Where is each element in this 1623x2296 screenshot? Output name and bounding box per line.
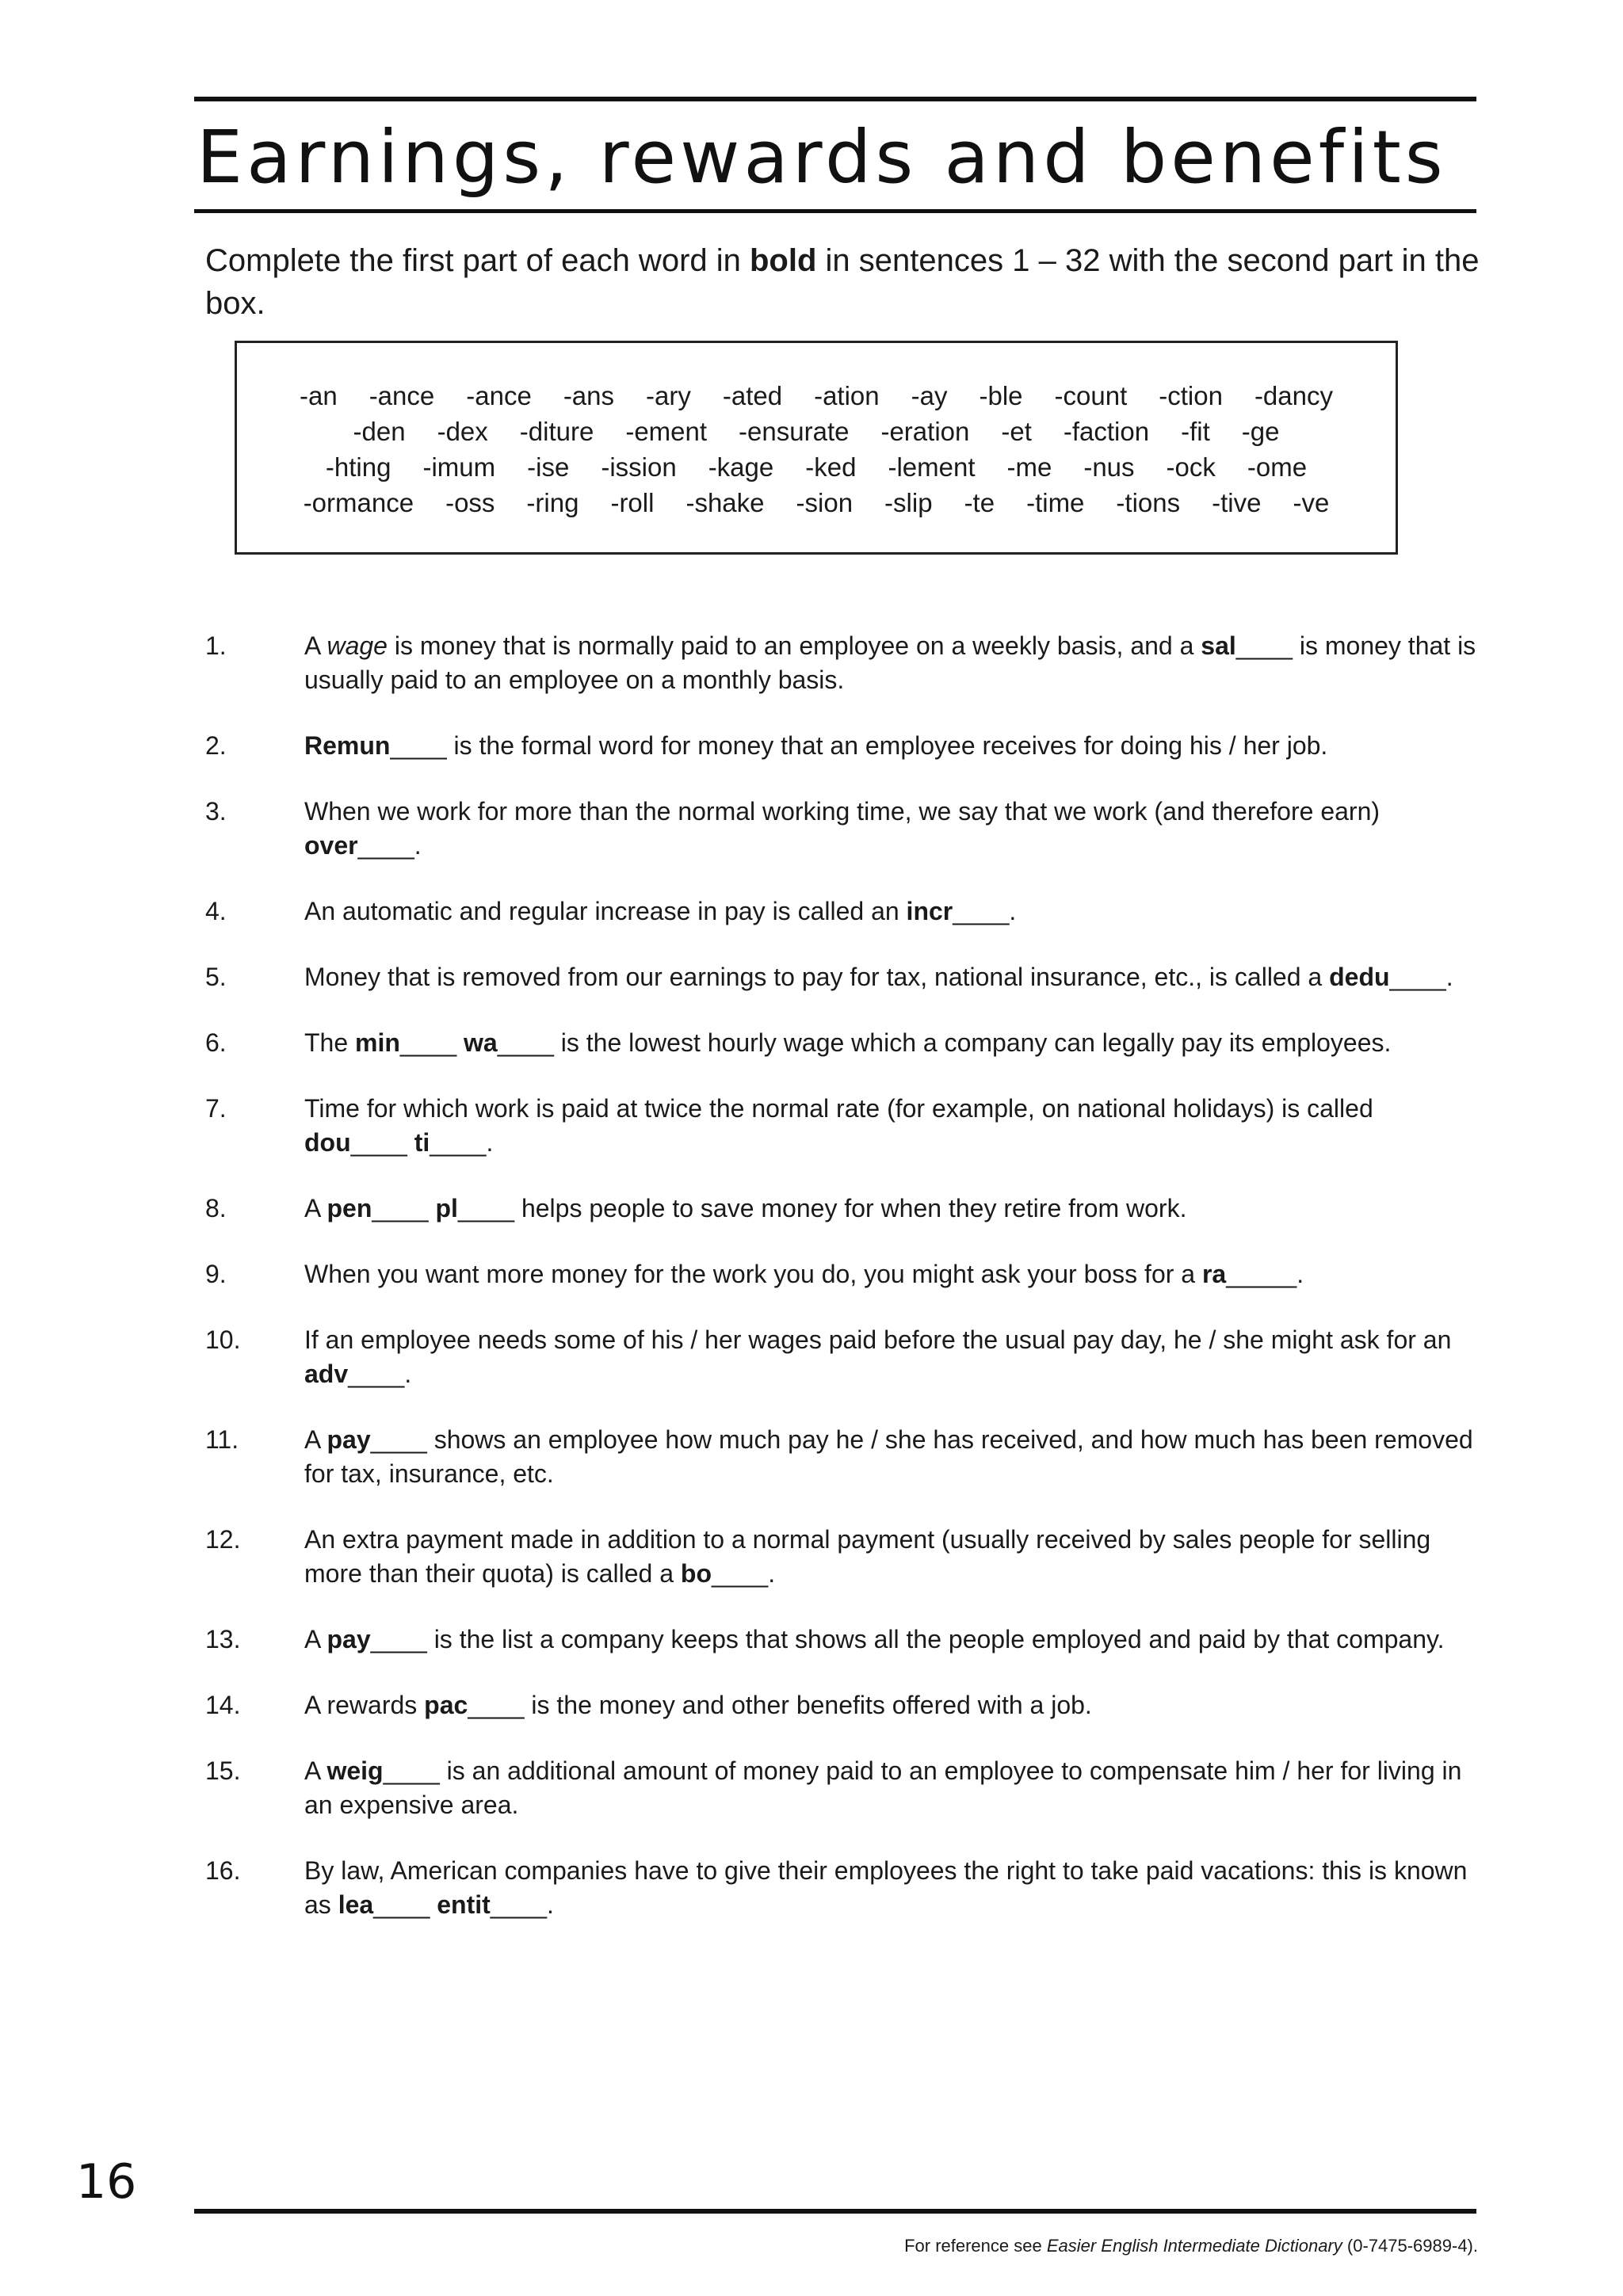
- sentence-text: [304, 1260, 1304, 1288]
- word-ending: -oss: [445, 488, 495, 517]
- sentence-item: [205, 1423, 1481, 1491]
- sentence-text: [304, 1856, 1467, 1919]
- word-ending: -ated: [722, 381, 783, 410]
- word-ending: -ary: [646, 381, 691, 410]
- bold-word-stem: over: [304, 831, 358, 860]
- sentence-fragment: ____.: [357, 831, 422, 860]
- bold-word-stem: dedu: [1329, 963, 1390, 991]
- page-title: Earnings, rewards and benefits: [197, 115, 1447, 200]
- item-number: 1.: [205, 631, 227, 660]
- sentence-item: [205, 729, 1481, 763]
- word-ending: -te: [964, 488, 995, 517]
- sentence-fragment: ____ is money that is usually paid to an employee on a monthly basis.: [304, 631, 1476, 694]
- page-number: 16: [76, 2154, 137, 2210]
- word-box-row: [237, 414, 1396, 449]
- sentence-fragment: ____: [399, 1028, 464, 1057]
- word-ending: -fit: [1181, 417, 1210, 446]
- item-number: 16.: [205, 1856, 241, 1885]
- sentence-fragment: is money that is normally paid to an employee on a weekly basis, and a: [387, 631, 1201, 660]
- title-rule: [194, 209, 1476, 213]
- sentence-fragment: When you want more money for the work you do, you might ask your boss for a: [304, 1260, 1202, 1288]
- sentence-item: [205, 1192, 1481, 1226]
- word-ending: -tions: [1116, 488, 1181, 517]
- sentence-fragment: ____.: [490, 1890, 554, 1919]
- bold-word-stem: ra: [1201, 1260, 1227, 1288]
- word-ending: -ge: [1241, 417, 1280, 446]
- sentence-fragment: ____ is an additional amount of money paid to an employee to compensate him / her for living in an expensive area.: [304, 1756, 1462, 1819]
- word-ending: -ensurate: [739, 417, 850, 446]
- word-ending: -lement: [888, 452, 976, 482]
- word-ending: -ission: [601, 452, 677, 482]
- bold-word-stem: bo: [680, 1559, 712, 1588]
- sentence-fragment: A: [304, 1194, 327, 1222]
- word-ending: -roll: [610, 488, 655, 517]
- word-ending: -ance: [369, 381, 435, 410]
- footer-text-end: (0-7475-6989-4).: [1342, 2236, 1478, 2256]
- sentence-item: [205, 1323, 1481, 1391]
- sentence-fragment: By law, American companies have to give their employees the right to take paid vacations: this is known as: [304, 1856, 1468, 1919]
- word-ending: -diture: [519, 417, 594, 446]
- item-number: 3.: [205, 797, 227, 826]
- sentence-text: [304, 731, 1327, 760]
- sentence-fragment: ____ is the money and other benefits offered with a job.: [468, 1691, 1092, 1719]
- sentence-fragment: ____.: [953, 897, 1017, 925]
- sentence-item: [205, 1688, 1481, 1722]
- word-ending: -an: [299, 381, 338, 410]
- sentence-fragment: A: [304, 1625, 327, 1653]
- sentence-list: [205, 629, 1481, 1954]
- top-rule: [194, 97, 1476, 101]
- sentence-fragment: ____.: [712, 1559, 776, 1588]
- word-box: [235, 341, 1398, 555]
- sentence-fragment: An automatic and regular increase in pay is called an: [304, 897, 907, 925]
- sentence-item: [205, 1257, 1481, 1291]
- sentence-fragment: The: [304, 1028, 356, 1057]
- sentence-fragment: A: [304, 1756, 327, 1785]
- word-ending: -ation: [814, 381, 880, 410]
- word-ending: -ance: [466, 381, 532, 410]
- sentence-item: [205, 795, 1481, 863]
- sentence-fragment: ____.: [1389, 963, 1453, 991]
- word-ending: -kage: [708, 452, 774, 482]
- sentence-fragment: If an employee needs some of his / her wages paid before the usual pay day, he / she might ask for an: [304, 1325, 1452, 1354]
- word-ending: -ock: [1166, 452, 1216, 482]
- word-ending: -time: [1026, 488, 1085, 517]
- word-ending: -ring: [526, 488, 579, 517]
- italic-term: wage: [327, 631, 388, 660]
- bold-word-stem: pac: [424, 1691, 468, 1719]
- item-number: 12.: [205, 1525, 241, 1554]
- word-ending: -dancy: [1254, 381, 1333, 410]
- sentence-fragment: An extra payment made in addition to a normal payment (usually received by sales people for selling more than their quota) is called a: [304, 1525, 1431, 1588]
- sentence-text: [304, 1525, 1430, 1588]
- sentence-fragment: ____ is the formal word for money that an employee receives for doing his / her job.: [390, 731, 1328, 760]
- word-ending: -ve: [1293, 488, 1330, 517]
- bold-word-stem: entit: [437, 1890, 491, 1919]
- sentence-fragment: ____ shows an employee how much pay he / she has received, and how much has been removed for tax, insurance, etc.: [304, 1425, 1473, 1488]
- sentence-fragment: A: [304, 631, 327, 660]
- sentence-item: [205, 960, 1481, 994]
- sentence-fragment: Time for which work is paid at twice the normal rate (for example, on national holidays) is called: [304, 1094, 1373, 1123]
- sentence-text: [304, 963, 1453, 991]
- bold-word-stem: pay: [327, 1425, 371, 1454]
- word-box-row: [237, 485, 1396, 521]
- word-box-row: [237, 449, 1396, 485]
- word-ending: -shake: [685, 488, 765, 517]
- footer-reference: [904, 2234, 1478, 2258]
- sentence-fragment: ____.: [430, 1128, 494, 1157]
- word-ending: -ction: [1159, 381, 1223, 410]
- sentence-text: [304, 1756, 1461, 1819]
- instructions-bold-word: bold: [750, 243, 817, 278]
- word-ending: -ked: [805, 452, 857, 482]
- sentence-text: [304, 1425, 1473, 1488]
- instructions: [205, 239, 1481, 325]
- sentence-item: [205, 894, 1481, 929]
- sentence-item: [205, 1092, 1481, 1160]
- sentence-text: [304, 1691, 1092, 1719]
- sentence-item: [205, 1523, 1481, 1591]
- bold-word-stem: pl: [435, 1194, 458, 1222]
- sentence-fragment: ____ is the list a company keeps that shows all the people employed and paid by that company.: [370, 1625, 1445, 1653]
- sentence-text: [304, 631, 1476, 694]
- word-ending: -sion: [796, 488, 854, 517]
- item-number: 2.: [205, 731, 227, 760]
- sentence-item: [205, 629, 1481, 697]
- bold-word-stem: pen: [327, 1194, 372, 1222]
- word-ending: -ay: [911, 381, 948, 410]
- word-ending: -nus: [1083, 452, 1135, 482]
- sentence-fragment: When we work for more than the normal working time, we say that we work (and therefore earn): [304, 797, 1381, 826]
- item-number: 8.: [205, 1194, 227, 1222]
- item-number: 9.: [205, 1260, 227, 1288]
- bold-word-stem: min: [355, 1028, 400, 1057]
- sentence-fragment: Money that is removed from our earnings to pay for tax, national insurance, etc., is called a: [304, 963, 1330, 991]
- bold-word-stem: weig: [327, 1756, 384, 1785]
- sentence-fragment: ____ helps people to save money for when they retire from work.: [457, 1194, 1187, 1222]
- sentence-item: [205, 1026, 1481, 1060]
- sentence-text: [304, 1094, 1373, 1157]
- sentence-item: [205, 1754, 1481, 1822]
- word-ending: -den: [353, 417, 406, 446]
- sentence-text: [304, 897, 1016, 925]
- instructions-text-end: in sentences 1 – 32 with the second part in the box.: [205, 243, 1480, 321]
- sentence-fragment: ____: [350, 1128, 414, 1157]
- word-ending: -tive: [1212, 488, 1262, 517]
- bold-word-stem: pay: [327, 1625, 371, 1653]
- word-ending: -et: [1001, 417, 1032, 446]
- word-ending: -dex: [437, 417, 488, 446]
- word-ending: -hting: [325, 452, 391, 482]
- word-ending: -ble: [979, 381, 1023, 410]
- sentence-item: [205, 1854, 1481, 1922]
- item-number: 15.: [205, 1756, 241, 1785]
- sentence-fragment: ____: [372, 1194, 436, 1222]
- word-box-row: [237, 378, 1396, 414]
- bold-word-stem: dou: [304, 1128, 351, 1157]
- word-ending: -count: [1054, 381, 1128, 410]
- item-number: 14.: [205, 1691, 241, 1719]
- sentence-text: [304, 797, 1380, 860]
- item-number: 4.: [205, 897, 227, 925]
- sentence-text: [304, 1194, 1186, 1222]
- word-ending: -eration: [880, 417, 970, 446]
- word-ending: -ans: [563, 381, 615, 410]
- word-ending: -slip: [884, 488, 933, 517]
- word-ending: -faction: [1063, 417, 1150, 446]
- item-number: 13.: [205, 1625, 241, 1653]
- word-ending: -ise: [527, 452, 570, 482]
- bold-word-stem: lea: [338, 1890, 374, 1919]
- word-ending: -ormance: [303, 488, 414, 517]
- footer-book-title: Easier English Intermediate Dictionary: [1046, 2236, 1342, 2256]
- sentence-fragment: _____.: [1226, 1260, 1304, 1288]
- sentence-item: [205, 1623, 1481, 1657]
- item-number: 5.: [205, 963, 227, 991]
- sentence-text: [304, 1325, 1451, 1388]
- word-ending: -ome: [1247, 452, 1308, 482]
- bold-word-stem: wa: [464, 1028, 498, 1057]
- word-ending: -ement: [625, 417, 708, 446]
- sentence-fragment: ____: [373, 1890, 437, 1919]
- bold-word-stem: Remun: [304, 731, 391, 760]
- sentence-text: [304, 1625, 1445, 1653]
- sentence-fragment: A: [304, 1425, 327, 1454]
- sentence-fragment: A rewards: [304, 1691, 425, 1719]
- sentence-fragment: ____.: [348, 1360, 412, 1388]
- item-number: 11.: [205, 1425, 239, 1454]
- word-ending: -imum: [422, 452, 496, 482]
- bold-word-stem: adv: [304, 1360, 349, 1388]
- bottom-rule: [194, 2209, 1476, 2214]
- instructions-text-start: Complete the first part of each word in: [205, 243, 750, 278]
- item-number: 7.: [205, 1094, 227, 1123]
- bold-word-stem: sal: [1201, 631, 1236, 660]
- sentence-fragment: ____ is the lowest hourly wage which a company can legally pay its employees.: [497, 1028, 1392, 1057]
- bold-word-stem: incr: [906, 897, 953, 925]
- item-number: 6.: [205, 1028, 227, 1057]
- item-number: 10.: [205, 1325, 241, 1354]
- word-ending: -me: [1006, 452, 1052, 482]
- bold-word-stem: ti: [414, 1128, 430, 1157]
- footer-text-start: For reference see: [904, 2236, 1047, 2256]
- sentence-text: [304, 1028, 1391, 1057]
